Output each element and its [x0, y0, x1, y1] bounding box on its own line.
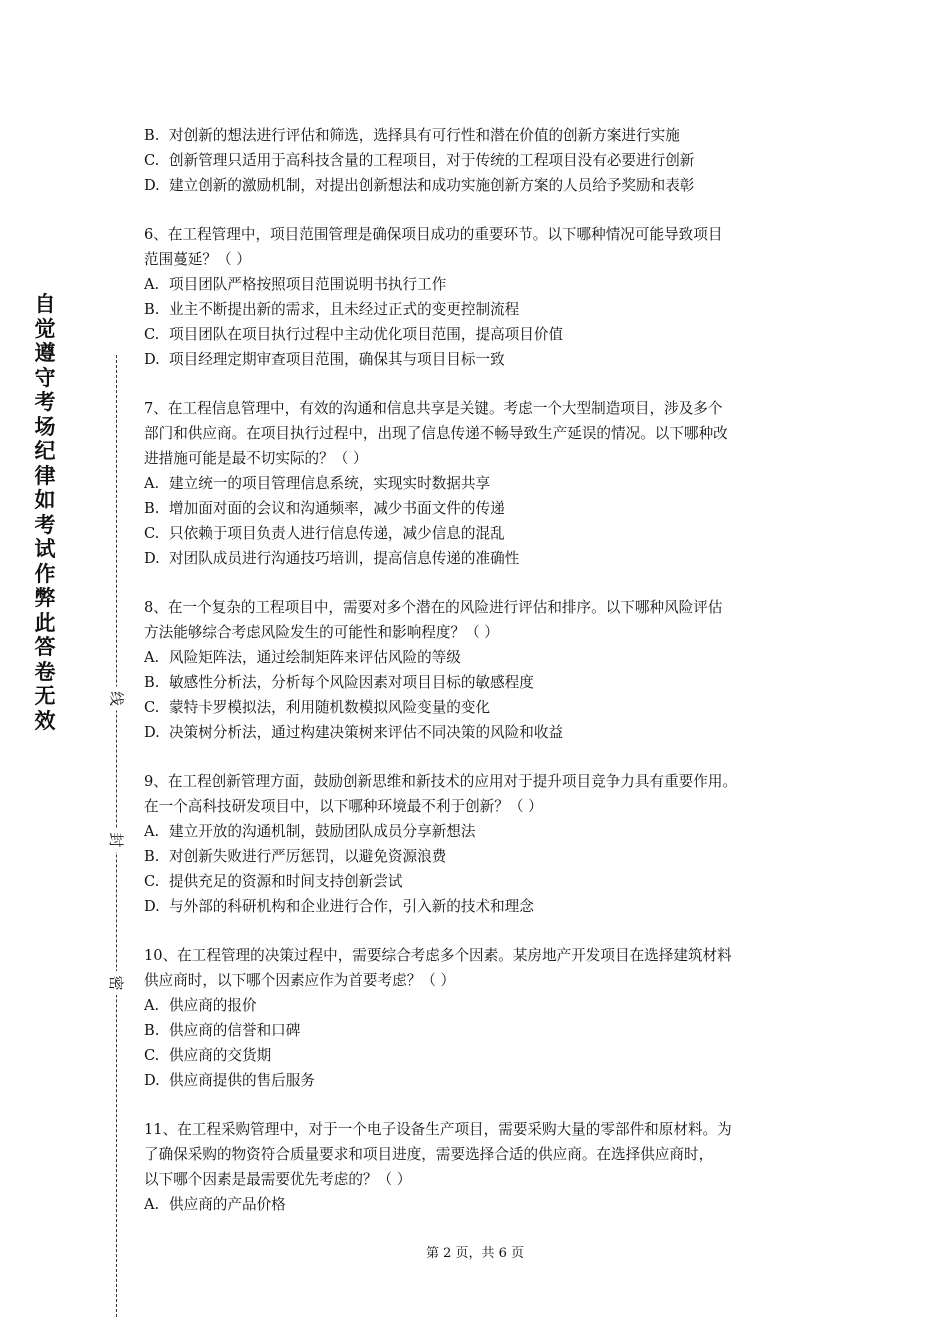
option-text: 创新管理只适用于高科技含量的工程项目，对于传统的工程项目没有必要进行创新	[169, 152, 695, 169]
option-d	[144, 173, 824, 198]
option-a	[144, 645, 824, 670]
option-text: 只依赖于项目负责人进行信息传递，减少信息的混乱	[169, 525, 505, 542]
option-text: 供应商提供的售后服务	[169, 1072, 315, 1089]
question-stem-line: 11、在工程采购管理中，对于一个电子设备生产项目，需要采购大量的零部件和原材料。为	[144, 1121, 732, 1138]
option-d	[144, 894, 824, 919]
binding-mark-line: 线	[104, 687, 129, 711]
option-text: 蒙特卡罗模拟法，利用随机数模拟风险变量的变化	[169, 699, 491, 716]
option-text: 对创新的想法进行评估和筛选，选择具有可行性和潜在价值的创新方案进行实施	[169, 127, 680, 144]
option-a	[144, 1192, 824, 1217]
option-key: B.	[144, 848, 160, 865]
question-stem-line: 了确保采购的物资符合质量要求和项目进度，需要选择合适的供应商。在选择供应商时，	[144, 1146, 714, 1163]
question-stem-line: 范围蔓延？（ ）	[144, 251, 251, 268]
option-d	[144, 546, 824, 571]
option-c	[144, 1043, 824, 1068]
option-key: D.	[144, 724, 160, 741]
question-stem-line: 10、在工程管理的决策过程中，需要综合考虑多个因素。某房地产开发项目在选择建筑材料	[144, 947, 732, 964]
option-a	[144, 993, 824, 1018]
question-7	[144, 396, 824, 571]
option-text: 供应商的产品价格	[169, 1196, 286, 1213]
option-b	[144, 123, 824, 148]
option-c	[144, 521, 824, 546]
option-key: A.	[144, 997, 160, 1014]
question-8	[144, 595, 824, 745]
option-key: D.	[144, 1072, 160, 1089]
binding-mark-seal: 封	[104, 828, 128, 852]
option-key: A.	[144, 823, 160, 840]
option-a	[144, 819, 824, 844]
question-stem-line: 供应商时，以下哪个因素应作为首要考虑？（ ）	[144, 972, 456, 989]
option-c	[144, 695, 824, 720]
option-text: 建立统一的项目管理信息系统，实现实时数据共享	[169, 475, 491, 492]
option-text: 建立创新的激励机制，对提出创新想法和成功实施创新方案的人员给予奖励和表彰	[169, 177, 695, 194]
option-text: 建立开放的沟通机制，鼓励团队成员分享新想法	[169, 823, 476, 840]
option-c	[144, 869, 824, 894]
binding-mark-secret: 密	[104, 971, 128, 995]
option-text: 供应商的交货期	[169, 1047, 272, 1064]
question-11	[144, 1117, 824, 1217]
option-text: 决策树分析法，通过构建决策树来评估不同决策的风险和收益	[169, 724, 564, 741]
option-d	[144, 347, 824, 372]
option-key: D.	[144, 177, 160, 194]
option-key: C.	[144, 1047, 160, 1064]
question-stem-line: 部门和供应商。在项目执行过程中，出现了信息传递不畅导致生产延误的情况。以下哪种改	[144, 425, 728, 442]
option-key: C.	[144, 152, 160, 169]
option-key: C.	[144, 326, 160, 343]
question-9	[144, 769, 824, 919]
option-text: 敏感性分析法，分析每个风险因素对项目目标的敏感程度	[169, 674, 534, 691]
page-number-footer: 第 2 页，共 6 页	[425, 1246, 525, 1261]
option-key: D.	[144, 550, 160, 567]
option-b	[144, 1018, 824, 1043]
option-key: B.	[144, 301, 160, 318]
option-key: D.	[144, 898, 160, 915]
option-a	[144, 471, 824, 496]
option-key: A.	[144, 1196, 160, 1213]
option-b	[144, 297, 824, 322]
question-stem-line: 以下哪个因素是最需要优先考虑的？（ ）	[144, 1171, 412, 1188]
option-d	[144, 720, 824, 745]
option-text: 业主不断提出新的需求，且未经过正式的变更控制流程	[169, 301, 520, 318]
option-d	[144, 1068, 824, 1093]
question-stem-line: 6、在工程管理中，项目范围管理是确保项目成功的重要环节。以下哪种情况可能导致项目	[144, 226, 723, 243]
option-key: C.	[144, 873, 160, 890]
option-text: 风险矩阵法，通过绘制矩阵来评估风险的等级	[169, 649, 461, 666]
option-key: B.	[144, 500, 160, 517]
question-stem-line: 进措施可能是最不切实际的？（ ）	[144, 450, 368, 467]
option-text: 增加面对面的会议和沟通频率，减少书面文件的传递	[169, 500, 505, 517]
option-key: A.	[144, 649, 160, 666]
option-a	[144, 272, 824, 297]
option-c	[144, 322, 824, 347]
option-key: D.	[144, 351, 160, 368]
question-stem-line: 在一个高科技研发项目中，以下哪种环境最不利于创新？（ ）	[144, 798, 543, 815]
option-key: B.	[144, 674, 160, 691]
question-stem-line: 7、在工程信息管理中，有效的沟通和信息共享是关键。考虑一个大型制造项目，涉及多个	[144, 400, 723, 417]
question-stem-line: 方法能够综合考虑风险发生的可能性和影响程度？（ ）	[144, 624, 499, 641]
option-text: 项目团队严格按照项目范围说明书执行工作	[169, 276, 447, 293]
question-stem-line: 8、在一个复杂的工程项目中，需要对多个潜在的风险进行评估和排序。以下哪种风险评估	[144, 599, 723, 616]
continued-options	[144, 123, 824, 198]
option-text: 供应商的信誉和口碑	[169, 1022, 301, 1039]
option-key: C.	[144, 699, 160, 716]
option-text: 供应商的报价	[169, 997, 257, 1014]
option-c	[144, 148, 824, 173]
option-text: 项目团队在项目执行过程中主动优化项目范围，提高项目价值	[169, 326, 564, 343]
option-key: A.	[144, 276, 160, 293]
option-b	[144, 844, 824, 869]
option-text: 对创新失败进行严厉惩罚，以避免资源浪费	[169, 848, 447, 865]
option-b	[144, 496, 824, 521]
question-content	[144, 123, 824, 1217]
exam-discipline-notice: 自觉遵守考场纪律如考试作弊此答卷无效	[34, 291, 56, 733]
option-key: B.	[144, 1022, 160, 1039]
question-10	[144, 943, 824, 1093]
option-b	[144, 670, 824, 695]
option-key: C.	[144, 525, 160, 542]
question-stem-line: 9、在工程创新管理方面，鼓励创新思维和新技术的应用对于提升项目竞争力具有重要作用。	[144, 773, 738, 790]
option-key: B.	[144, 127, 160, 144]
option-text: 对团队成员进行沟通技巧培训，提高信息传递的准确性	[169, 550, 520, 567]
option-text: 提供充足的资源和时间支持创新尝试	[169, 873, 403, 890]
option-text: 与外部的科研机构和企业进行合作，引入新的技术和理念	[169, 898, 534, 915]
option-text: 项目经理定期审查项目范围，确保其与项目目标一致	[169, 351, 505, 368]
option-key: A.	[144, 475, 160, 492]
question-6	[144, 222, 824, 372]
